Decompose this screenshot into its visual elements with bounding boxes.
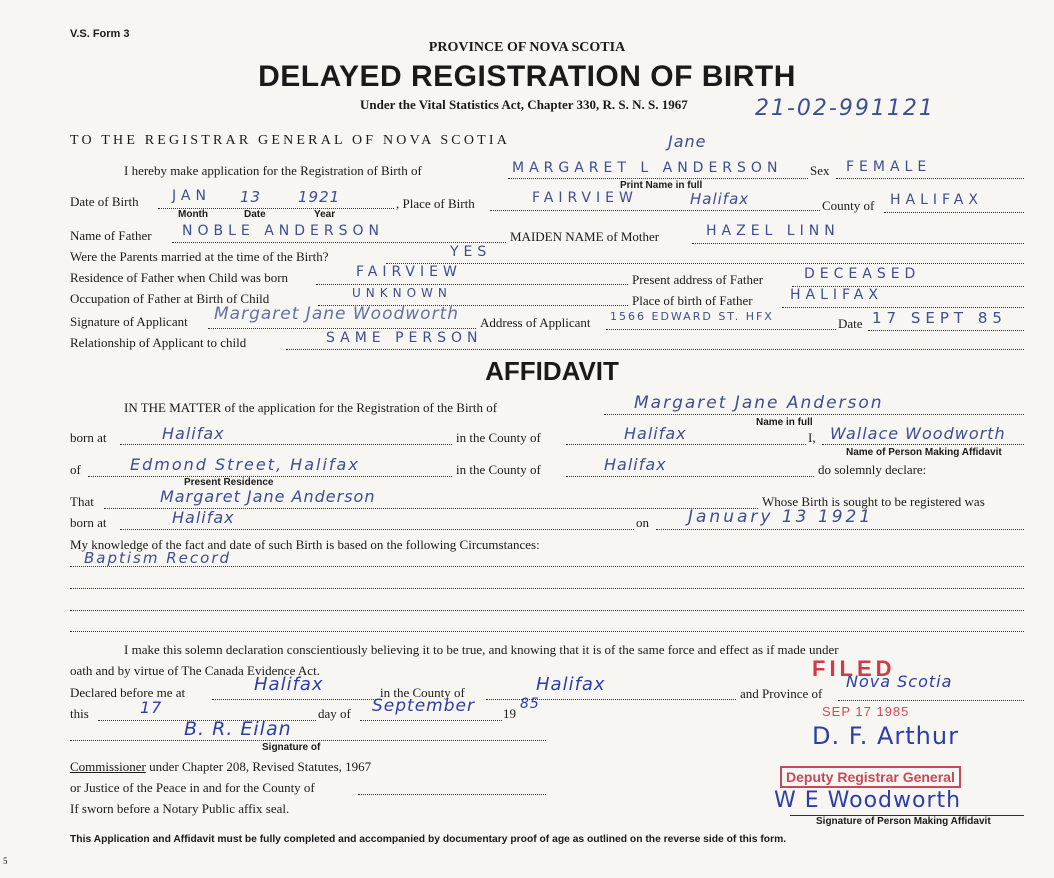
circumstances-value: Baptism Record <box>84 549 232 567</box>
deponent-sig-label: Signature of Person Making Affidavit <box>816 816 991 827</box>
form-title: DELAYED REGISTRATION OF BIRTH <box>258 60 796 93</box>
deputy-registrar-stamp: Deputy Registrar General <box>780 766 961 788</box>
deponent-label: Name of Person Making Affidavit <box>846 447 1002 458</box>
child-name: MARGARET L ANDERSON <box>512 160 783 176</box>
month-label: Month <box>178 209 208 220</box>
justice-label: or Justice of the Peace in and for the County of <box>70 780 315 795</box>
sex-label: Sex <box>810 163 830 178</box>
present-residence-label: Present Residence <box>184 477 274 488</box>
declaration-line-1: I make this solemn declaration conscientiously believing it to be true, and knowing that it is of the same force and effect as if made under <box>124 642 839 657</box>
declared-label: Declared before me at <box>70 685 186 700</box>
relationship-value: SAME PERSON <box>326 330 483 346</box>
born-on-value: January 13 1921 <box>688 507 874 527</box>
born-at-label-2: born at <box>70 515 107 530</box>
father-name: NOBLE ANDERSON <box>182 223 384 239</box>
deponent-signature: W E Woodworth <box>774 788 962 813</box>
knowledge-label: My knowledge of the fact and date of such Birth is based on the following Circumstances: <box>70 537 540 552</box>
addressee: TO THE REGISTRAR GENERAL OF NOVA SCOTIA <box>70 133 511 148</box>
res-father-label: Residence of Father when Child was born <box>70 270 289 285</box>
province-label: and Province of <box>740 686 823 701</box>
sig-applicant: Margaret Jane Woodworth <box>214 304 460 324</box>
year-prefix-label: 19 <box>503 706 516 721</box>
declare-label: do solemnly declare: <box>818 462 927 477</box>
signature-of-label: Signature of <box>262 742 321 753</box>
commissioner-rest: under Chapter 208, Revised Statutes, 1967 <box>149 759 372 774</box>
registration-number: 21-02-991121 <box>755 96 935 121</box>
date-applicant: 17 SEPT 85 <box>872 309 1007 327</box>
father-label: Name of Father <box>70 228 152 243</box>
mother-label: MAIDEN NAME of Mother <box>510 229 660 244</box>
declaration-line-2: oath and by virtue of The Canada Evidence Act. <box>70 663 320 678</box>
whose-label: Whose Birth is sought to be registered was <box>762 494 985 509</box>
filed-date-stamp: SEP 17 1985 <box>822 704 910 719</box>
county-affidavit: Halifax <box>624 424 687 443</box>
born-at-label: born at <box>70 430 107 445</box>
filed-stamp: FILED <box>812 656 896 681</box>
matter-name: Margaret Jane Anderson <box>634 393 884 413</box>
i-label: I, <box>808 430 816 445</box>
day-of-label: day of <box>318 706 351 721</box>
in-county-label: in the County of <box>456 430 541 445</box>
dob-month: JAN <box>172 188 211 204</box>
pob-father-value: HALIFAX <box>790 287 883 303</box>
year-label: Year <box>314 209 336 220</box>
commissioner-line <box>70 759 371 775</box>
commissioner-label: Commissioner <box>70 759 146 774</box>
that-name: Margaret Jane Anderson <box>160 487 376 506</box>
married-value: YES <box>450 244 492 260</box>
date-label: Date <box>244 209 266 220</box>
occupation-label: Occupation of Father at Birth of Child <box>70 291 270 306</box>
pob-father-label: Place of birth of Father <box>632 293 753 308</box>
res-father-value: FAIRVIEW <box>356 264 462 280</box>
county-2: Halifax <box>604 455 667 474</box>
mother-name: HAZEL LINN <box>706 223 840 239</box>
name-full-label: Name in full <box>756 417 813 428</box>
form-number: V.S. Form 3 <box>70 28 130 40</box>
registrar-signature: D. F. Arthur <box>812 722 959 750</box>
form-subtitle: Under the Vital Statistics Act, Chapter 330, R. S. N. S. 1967 <box>360 97 688 112</box>
in-county-label-2: in the County of <box>456 462 541 477</box>
declared-at: Halifax <box>254 674 324 695</box>
dob-year: 1921 <box>298 188 341 206</box>
print-name-label: Print Name in full <box>620 180 703 191</box>
footer-note: This Application and Affidavit must be fully completed and accompanied by documentary proof of age as outlined on the reverse side of this form. <box>70 834 787 845</box>
year-value: 85 <box>520 696 540 712</box>
day-value: 17 <box>140 698 163 717</box>
sex-value: FEMALE <box>846 159 932 175</box>
county-label: County of <box>822 198 875 213</box>
county-value: HALIFAX <box>890 192 983 208</box>
name-insert: Jane <box>668 132 707 151</box>
matter-label: IN THE MATTER of the application for the Registration of the Birth of <box>124 400 498 415</box>
province-value: Nova Scotia <box>846 672 953 691</box>
notary-label: If sworn before a Notary Public affix seal. <box>70 801 290 816</box>
intro-label: I hereby make application for the Registration of Birth of <box>124 163 422 178</box>
deponent-name: Wallace Woodworth <box>830 424 1006 443</box>
margin-mark: 5 <box>3 856 8 866</box>
province-heading: PROVINCE OF NOVA SCOTIA <box>428 40 626 55</box>
addr-applicant-label: Address of Applicant <box>480 315 591 330</box>
date-label-applicant: Date <box>838 316 863 331</box>
of-label: of <box>70 462 81 477</box>
that-label: That <box>70 494 94 509</box>
born-at-value-2: Halifax <box>172 508 235 527</box>
present-father-label: Present address of Father <box>632 272 764 287</box>
this-label: this <box>70 706 89 721</box>
commissioner-signature: B. R. Eilan <box>184 718 292 740</box>
pob-label: , Place of Birth <box>396 196 475 211</box>
month-value: September <box>372 696 475 716</box>
sig-applicant-label: Signature of Applicant <box>70 314 188 329</box>
pob-value: FAIRVIEW <box>532 190 638 206</box>
present-father-value: DECEASED <box>804 266 921 282</box>
pob-extra: Halifax <box>690 190 750 208</box>
dob-label: Date of Birth <box>70 194 139 209</box>
affidavit-heading: AFFIDAVIT <box>485 356 619 386</box>
dob-day: 13 <box>240 188 262 206</box>
on-label: on <box>636 515 649 530</box>
relationship-label: Relationship of Applicant to child <box>70 335 247 350</box>
county-3: Halifax <box>536 674 606 695</box>
addr-applicant: 1566 EDWARD ST. HFX <box>610 310 774 323</box>
married-label: Were the Parents married at the time of the Birth? <box>70 249 329 264</box>
in-county-label-3: in the County of <box>380 685 465 700</box>
born-at-value: Halifax <box>162 424 225 443</box>
occupation-value: UNKNOWN <box>352 286 452 300</box>
residence-value: Edmond Street, Halifax <box>130 455 360 474</box>
